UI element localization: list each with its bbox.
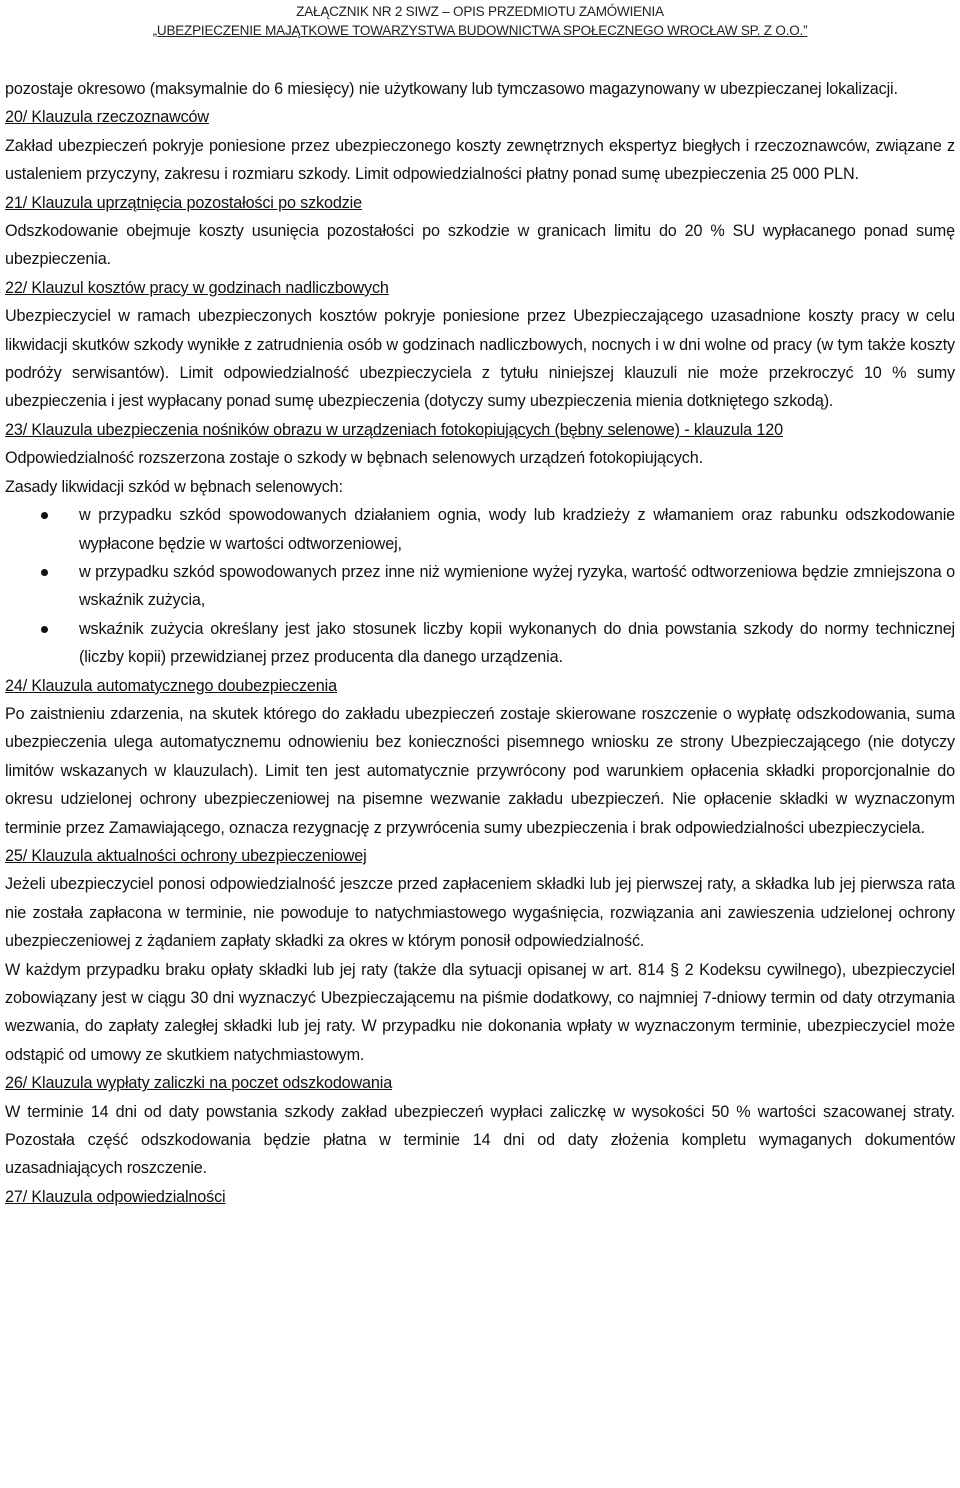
header-subtitle: „UBEZPIECZENIE MAJĄTKOWE TOWARZYSTWA BUDOWNICTWA SPOŁECZNEGO WROCŁAW SP. Z O.O.”	[152, 23, 808, 38]
list-item	[5, 558, 955, 615]
clause-22-body: Ubezpieczyciel w ramach ubezpieczonych kosztów pokryje poniesione przez Ubezpieczającego uzasadnione koszty pracy w celu likwidacji skutków szkody wynikłe z zatrudnienia osób w godzinach nadliczbowych, nocnych i w dni wolne od pracy (w tym także koszty podróży serwisantów). Limit odpowiedzialność ubezpieczyciela z tytułu niniejszej klauzuli nie może przekroczyć 10 % sumy ubezpieczenia i jest wypłacany ponad sumę ubezpieczenia (dotyczy sumy ubezpieczenia mienia dotkniętego szkodą).	[5, 307, 955, 411]
clause-25-heading: 25/ Klauzula aktualności ochrony ubezpieczeniowej	[5, 846, 367, 865]
clause-22-heading: 22/ Klauzul kosztów pracy w godzinach nadliczbowych	[5, 278, 389, 297]
list-item-text: wskaźnik zużycia określany jest jako stosunek liczby kopii wykonanych do dnia powstania szkody do normy technicznej (liczby kopii) przewidzianej przez producenta dla danego urządzenia.	[79, 619, 955, 667]
document-body	[5, 75, 955, 1211]
bullet-icon	[41, 512, 48, 519]
bullet-icon	[41, 626, 48, 633]
clause-20-body: Zakład ubezpieczeń pokryje poniesione przez ubezpieczonego koszty zewnętrznych ekspertyz biegłych i rzeczoznawców, związane z ustaleniem przyczyny, zakresu i rozmiaru szkody. Limit odpowiedzialności płatny ponad sumę ubezpieczenia 25 000 PLN.	[5, 136, 955, 184]
header-title: ZAŁĄCZNIK NR 2 SIWZ – OPIS PRZEDMIOTU ZAMÓWIENIA	[296, 4, 664, 19]
clause-20-heading: 20/ Klauzula rzeczoznawców	[5, 108, 209, 127]
clause-21-body: Odszkodowanie obejmuje koszty usunięcia pozostałości po szkodzie w granicach limitu do 20 % SU wypłacanego ponad sumę ubezpieczenia.	[5, 222, 955, 269]
list-item	[5, 615, 955, 672]
intro-paragraph: pozostaje okresowo (maksymalnie do 6 miesięcy) nie użytkowany lub tymczasowo magazynowany w ubezpieczanej lokalizacji.	[5, 80, 898, 98]
list-item-text: w przypadku szkód spowodowanych przez inne niż wymienione wyżej ryzyka, wartość odtworzeniowa będzie zmniejszona o wskaźnik zużycia,	[79, 562, 955, 610]
page-header	[0, 0, 960, 40]
clause-21-heading: 21/ Klauzula uprzątnięcia pozostałości po szkodzie	[5, 193, 362, 212]
clause-27-heading: 27/ Klauzula odpowiedzialności	[5, 1187, 226, 1206]
clause-25-body-1: Jeżeli ubezpieczyciel ponosi odpowiedzialność jeszcze przed zapłaceniem składki lub jej pierwszej raty, a składka lub jej pierwsza rata nie została zapłacona w terminie, nie powoduje to natychmiastowego wygaśnięcia, rozwiązania ani zawieszenia udzielonej ochrony ubezpieczeniowej z żądaniem zapłaty składki za okres w którym ponosił odpowiedzialność.	[5, 875, 955, 951]
clause-23-rules-intro: Zasady likwidacji szkód w bębnach selenowych:	[5, 477, 343, 496]
clause-24-body: Po zaistnieniu zdarzenia, na skutek którego do zakładu ubezpieczeń zostaje skierowane roszczenie o wypłatę odszkodowania, suma ubezpieczenia ulega automatycznemu odnowieniu bez konieczności pisemnego wniosku ze strony Ubezpieczającego (nie dotyczy limitów wskazanych w klauzulach). Limit ten jest automatycznie przywrócony pod warunkiem opłacenia składki proporcjonalnie do okresu udzielonej ochrony ubezpieczeniowej na pisemne wezwanie zakładu ubezpieczeń. Nie opłacenie składki w wyznaczonym terminie przez Zamawiającego, oznacza rezygnację z przywrócenia sumy ubezpieczenia i brak odpowiedzialności ubezpieczyciela.	[5, 704, 955, 837]
clause-26-body: W terminie 14 dni od daty powstania szkody zakład ubezpieczeń wypłaci zaliczkę w wysokości 50 % wartości szacowanej straty. Pozostała część odszkodowania będzie płatna w terminie 14 dni od daty złożenia kompletu wymaganych dokumentów uzasadniających roszczenie.	[5, 1102, 955, 1178]
list-item-text: w przypadku szkód spowodowanych działaniem ognia, wody lub kradzieży z włamaniem oraz rabunku odszkodowanie wypłacone będzie w wartości odtworzeniowej,	[79, 506, 955, 553]
list-item	[5, 501, 955, 558]
clause-24-heading: 24/ Klauzula automatycznego doubezpieczenia	[5, 676, 337, 695]
clause-23-bullet-list	[5, 501, 955, 671]
clause-26-heading: 26/ Klauzula wypłaty zaliczki na poczet odszkodowania	[5, 1074, 393, 1093]
clause-25-body-2: W każdym przypadku braku opłaty składki lub jej raty (także dla sytuacji opisanej w art. 814 § 2 Kodeksu cywilnego), ubezpieczyciel zobowiązany jest w ciągu 30 dni wyznaczyć Ubezpieczającemu na piśmie dodatkowy, co najmniej 7-dniowy termin od daty otrzymania wezwania, do zapłaty zaległej składki lub jej raty. W przypadku nie dokonania wpłaty w wyznaczonym terminie, ubezpieczyciel może odstąpić od umowy ze skutkiem natychmiastowym.	[5, 960, 955, 1064]
clause-23-body: Odpowiedzialność rozszerzona zostaje o szkody w bębnach selenowych urządzeń fotokopiujących.	[5, 449, 703, 468]
clause-23-heading: 23/ Klauzula ubezpieczenia nośników obrazu w urządzeniach fotokopiujących (bębny selenowe) - klauzula 120	[5, 420, 783, 439]
bullet-icon	[41, 569, 48, 576]
